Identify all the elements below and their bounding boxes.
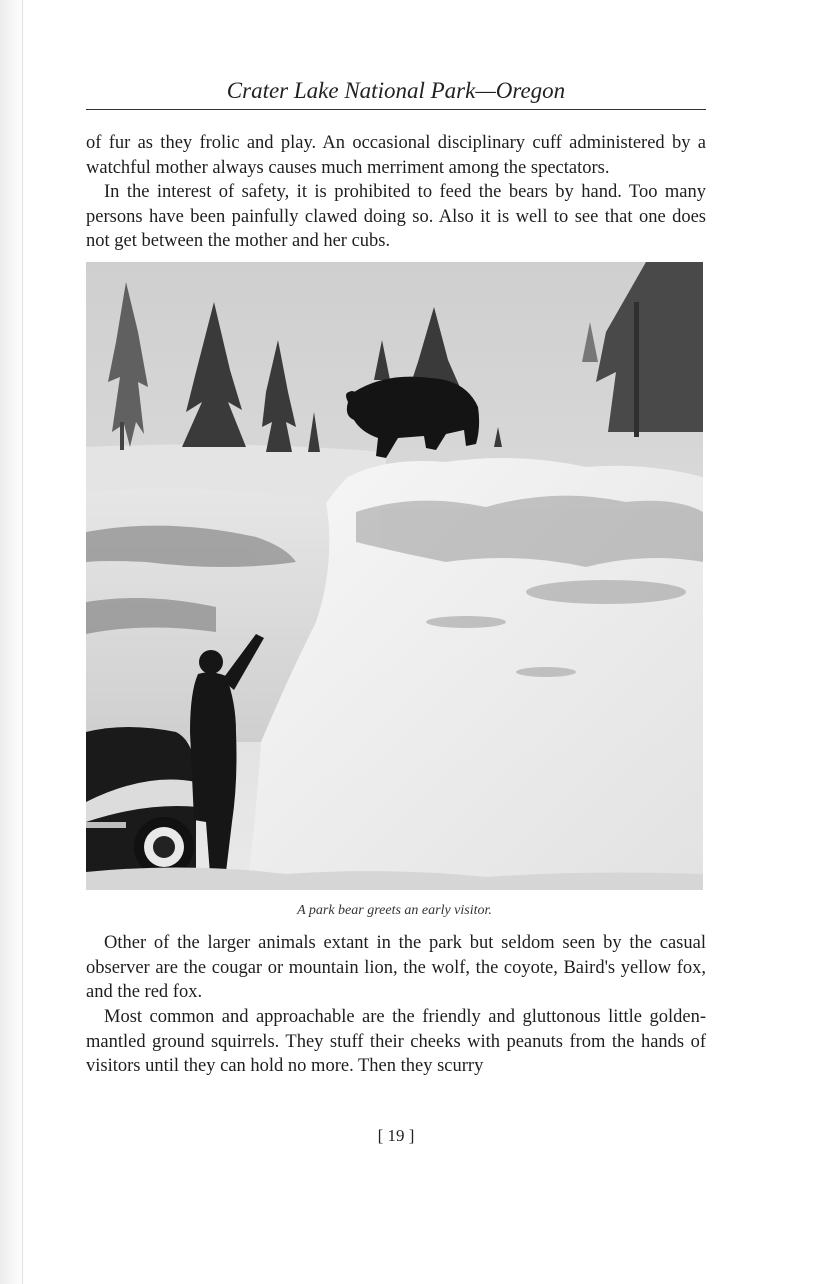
bear-photograph (86, 262, 703, 890)
page-number: [ 19 ] (377, 1126, 415, 1145)
paragraph-continued: of fur as they frolic and play. An occasional disciplinary cuff administered by a watchful mother always causes much merriment among the spectators. (86, 133, 706, 178)
running-head: Crater Lake National Park—Oregon (226, 78, 566, 103)
photo-illustration (86, 262, 703, 890)
paragraph-ground-squirrels: Most common and approachable are the friendly and gluttonous little golden-mantled ground squirrels. They stuff their cheeks with peanuts from the hands of visitors until they can hold no more. Then they scurry (86, 1007, 706, 1076)
gutter-edge (22, 0, 23, 1284)
paragraph-safety: In the interest of safety, it is prohibited to feed the bears by hand. Too many persons have been painfully clawed doing so. Also it is well to see that one does not get between the mother and her cubs. (86, 182, 706, 251)
header-rule (86, 109, 706, 110)
paragraph-larger-animals: Other of the larger animals extant in the park but seldom seen by the casual observer are the cougar or mountain lion, the wolf, the coyote, Baird's yellow fox, and the red fox. (86, 933, 706, 1002)
figure-caption: A park bear greets an early visitor. (297, 903, 492, 918)
